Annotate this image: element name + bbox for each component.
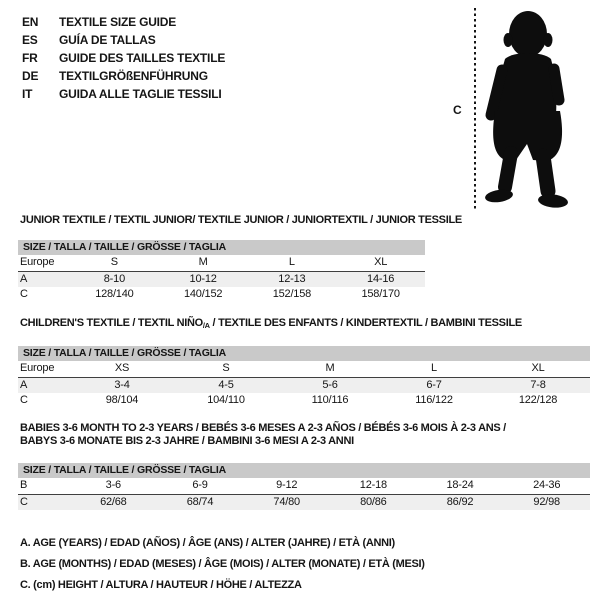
table-cell: 68/74 [186,495,214,508]
table-cell: L [288,256,295,268]
language-code: ES [22,33,38,47]
junior-section-title: JUNIOR TEXTILE / TEXTIL JUNIOR/ TEXTILE JUNIOR / JUNIORTEXTIL / JUNIOR TESSILE [20,214,462,226]
language-code: DE [22,69,39,83]
table-row [18,495,590,511]
size-table-header: SIZE / TALLA / TAILLE / GRÖSSE / TAGLIA [18,463,590,478]
table-cell: M [198,256,208,268]
table-cell: 152/158 [272,288,312,300]
table-cell: 62/68 [100,495,127,508]
table-row [18,478,590,495]
row-label: C [20,495,28,508]
legend-line-b: B. AGE (MONTHS) / EDAD (MESES) / ÂGE (MOIS) / ALTER (MONATE) / ETÀ (MESI) [20,558,425,570]
size-table-header: SIZE / TALLA / TAILLE / GRÖSSE / TAGLIA [18,346,590,361]
table-cell: M [325,362,335,374]
row-label: A [20,378,28,391]
table-cell: 122/128 [518,394,558,406]
table-cell: 128/140 [95,288,134,300]
table-cell: 92/98 [533,495,560,508]
table-row [18,393,590,409]
table-cell: 158/170 [361,288,400,300]
babies-title-line2: BABYS 3-6 MONATE BIS 2-3 JAHRE / BAMBINI 3-6 MESI A 2-3 ANNI [20,435,354,447]
table-cell: XL [531,362,545,374]
table-cell: 140/152 [183,288,223,300]
table-cell: 3-4 [114,378,130,391]
row-label: C [20,394,28,406]
children-section-title [20,317,522,332]
guide-title-es: GUÍA DE TALLAS [59,33,156,47]
table-cell: 18-24 [446,479,474,491]
language-title-list [22,13,225,103]
row-label: Europe [20,256,55,268]
table-cell: XS [114,362,130,374]
language-row-fr [22,49,225,67]
table-row [18,272,425,288]
table-cell: 116/122 [415,394,453,406]
language-row-en [22,13,225,31]
table-cell: 3-6 [105,479,121,491]
guide-title-it: GUIDA ALLE TAGLIE TESSILI [59,87,222,101]
row-label: C [20,288,28,300]
table-cell: S [110,256,118,268]
table-cell: 5-6 [322,378,338,391]
children-size-table [18,346,590,409]
language-row-es [22,31,225,49]
table-cell: 9-12 [276,479,298,491]
measurement-legend [20,533,425,596]
legend-line-a: A. AGE (YEARS) / EDAD (AÑOS) / ÂGE (ANS) / ALTER (JAHRE) / ETÀ (ANNI) [20,537,395,549]
size-table-header: SIZE / TALLA / TAILLE / GRÖSSE / TAGLIA [18,240,425,255]
legend-line-c: C. (cm) HEIGHT / ALTURA / HAUTEUR / HÖHE / ALTEZZA [20,579,302,591]
table-cell: 74/80 [273,495,300,508]
language-code: EN [22,15,39,29]
guide-title-de: TEXTILGRÖßENFÜHRUNG [59,69,208,83]
table-cell: 6-7 [426,378,442,391]
table-row [18,361,590,378]
height-marker-label: C [453,103,462,117]
children-title-post: / TEXTILE DES ENFANTS / KINDERTEXTIL / BAMBINI TESSILE [209,317,522,329]
table-row [18,378,590,394]
table-cell: 12-13 [278,272,306,285]
table-cell: 14-16 [367,272,395,285]
table-cell: 86/92 [446,495,474,508]
table-cell: 110/116 [311,394,349,406]
table-cell: 4-5 [218,378,234,391]
guide-title-en: TEXTILE SIZE GUIDE [59,15,177,29]
table-cell: L [431,362,437,374]
toddler-silhouette [483,7,575,209]
babies-section-title [20,422,506,448]
table-cell: 6-9 [192,479,208,491]
table-cell: 24-36 [533,479,561,491]
table-cell: 98/104 [105,394,139,406]
language-code: IT [22,87,33,101]
children-title-sub: /A [202,321,210,330]
row-label: A [20,272,28,285]
table-cell: 8-10 [103,272,125,285]
language-row-de [22,67,225,85]
table-row [18,287,425,303]
row-label: Europe [20,362,55,374]
children-title-pre: CHILDREN'S TEXTILE / TEXTIL NIÑO [20,317,203,329]
language-row-it [22,85,225,103]
junior-size-table [18,240,425,303]
language-code: FR [22,51,38,65]
babies-size-table [18,463,590,510]
table-cell: 10-12 [189,272,217,285]
guide-title-fr: GUIDE DES TAILLES TEXTILE [59,51,226,65]
row-label: B [20,479,28,491]
table-cell: 12-18 [359,479,387,491]
height-dashed-line [474,8,476,209]
babies-title-line1: BABIES 3-6 MONTH TO 2-3 YEARS / BEBÉS 3-6 MESES A 2-3 AÑOS / BÉBÉS 3-6 MOIS À 2-3 ANS / [20,422,506,434]
table-cell: 104/110 [207,394,245,406]
table-cell: 80/86 [360,495,387,508]
table-row [18,255,425,272]
table-cell: 7-8 [530,378,546,391]
table-cell: S [222,362,230,374]
table-cell: XL [374,256,388,268]
